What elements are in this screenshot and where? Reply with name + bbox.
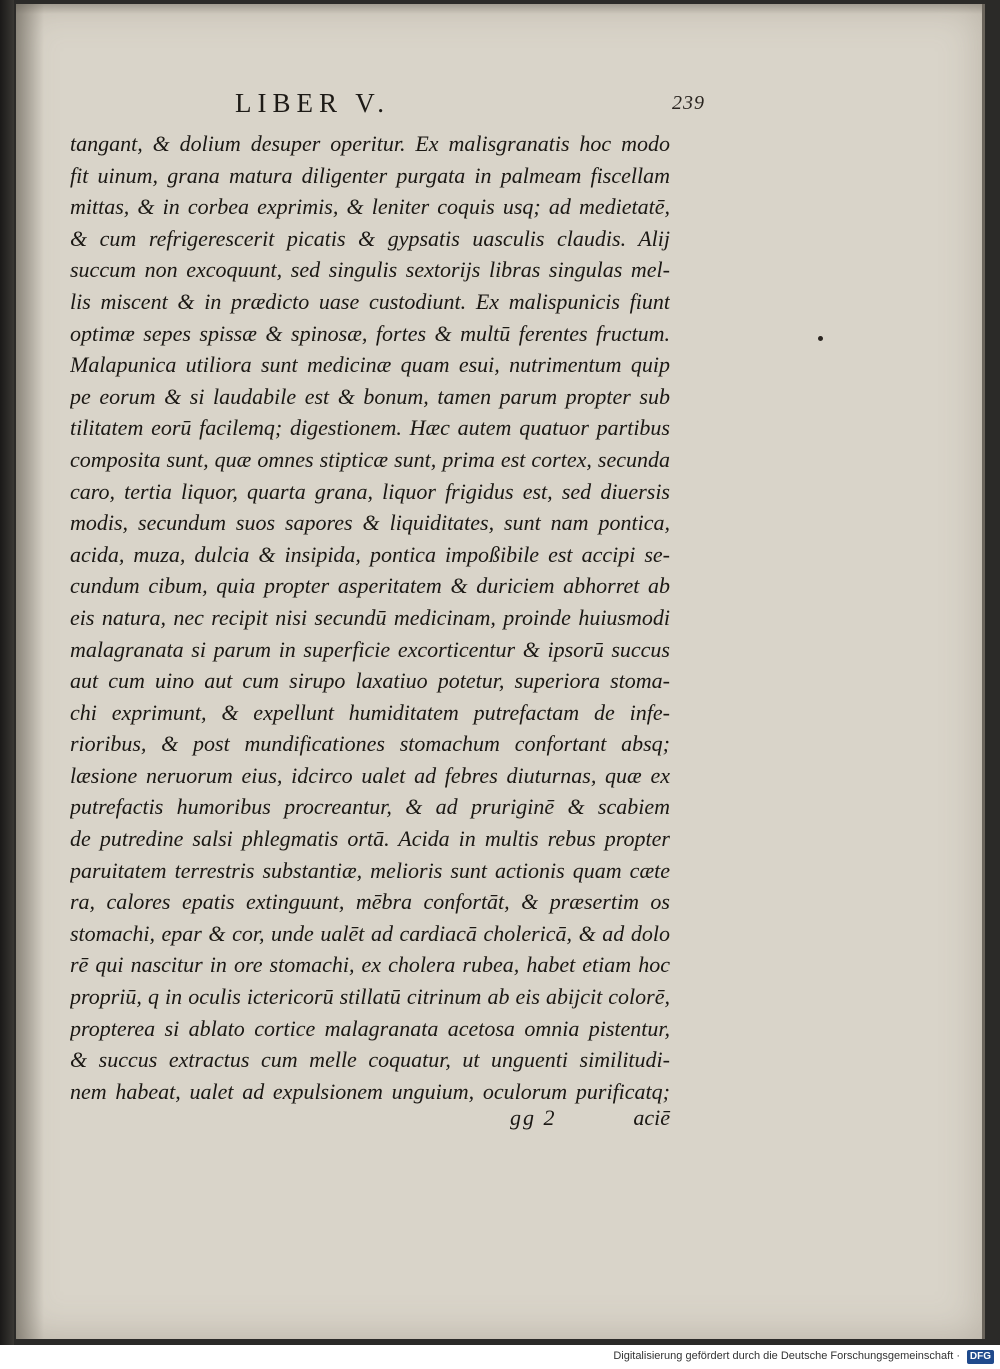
text-line: malagranata si parum in superficie excorticentur & ipsorū succus xyxy=(70,636,670,662)
text-line: Malapunica utiliora sunt medicinæ quam esui, nutrimentum quip xyxy=(70,352,670,378)
text-line: paruitatem terrestris substantiæ, melioris sunt actionis quam cæte xyxy=(70,857,670,883)
running-head: LIBER V. xyxy=(235,88,391,118)
text-line: tilitatem eorū facilemq; digestionem. Hæc autem quatuor partibus xyxy=(70,415,670,441)
text-line: ra, calores epatis extinguunt, mēbra confortāt, & præsertim os xyxy=(70,889,670,915)
funding-credit: Digitalisierung gefördert durch die Deutsche Forschungsgemeinschaft · xyxy=(613,1350,960,1362)
text-line: & cum refrigerescerit picatis & gypsatis uasculis claudis. Alij xyxy=(70,225,670,251)
gutter-shadow xyxy=(16,4,44,1339)
text-line: aut cum uino aut cum sirupo laxatiuo potetur, superiora stoma- xyxy=(70,668,670,694)
ink-spot xyxy=(818,336,823,341)
text-line: læsione neruorum eius, idcirco ualet ad febres diuturnas, quæ ex xyxy=(70,762,670,788)
text-line: rē qui nascitur in ore stomachi, ex cholera rubea, habet etiam hoc xyxy=(70,952,670,978)
text-line: pe eorum & si laudabile est & bonum, tamen parum propter sub xyxy=(70,383,670,409)
catchword: aciē xyxy=(633,1105,670,1130)
text-line: caro, tertia liquor, quarta grana, liquor frigidus est, sed diuersis xyxy=(70,478,670,504)
text-line: succum non excoquunt, sed singulis sextorijs libras singulas mel- xyxy=(70,257,670,283)
text-line: putrefactis humoribus procreantur, & ad pruriginē & scabiem xyxy=(70,794,670,820)
text-line: de putredine salsi phlegmatis ortā. Acida in multis rebus propter xyxy=(70,826,670,852)
text-line: propterea si ablato cortice malagranata acetosa omnia pistentur, xyxy=(70,1015,670,1041)
top-edge-shadow xyxy=(16,4,982,14)
text-line: fit uinum, grana matura diligenter purgata in palmeam fiscellam xyxy=(70,162,670,188)
text-line: & succus extractus cum melle coquatur, ut unguenti similitudi- xyxy=(70,1047,670,1073)
body-text xyxy=(70,128,670,1107)
folio-number: 239 xyxy=(672,92,705,114)
text-line: chi exprimunt, & expellunt humiditatem putrefactam de infe- xyxy=(70,699,670,725)
text-line: optimæ sepes spissæ & spinosæ, fortes & multū ferentes fructum. xyxy=(70,320,670,346)
text-line: modis, secundum suos sapores & liquiditates, sunt nam pontica, xyxy=(70,510,670,536)
text-line: propriū, q in oculis ictericorū stillatū citrinum ab eis abijcit colorē, xyxy=(70,984,670,1010)
text-line: eis natura, nec recipit nisi secundū medicinam, proinde huiusmodi xyxy=(70,604,670,630)
text-line: composita sunt, quæ omnes stipticæ sunt, prima est cortex, secunda xyxy=(70,446,670,472)
text-line: cundum cibum, quia propter asperitatem & duriciem abhorret ab xyxy=(70,573,670,599)
text-line: lis miscent & in prædicto uase custodiunt. Ex malispunicis fiunt xyxy=(70,288,670,314)
text-line: rioribus, & post mundificationes stomachum confortant absq; xyxy=(70,731,670,757)
text-line: tangant, & dolium desuper operitur. Ex malisgranatis hoc modo xyxy=(70,131,670,156)
page-header xyxy=(235,88,705,128)
scan-edge xyxy=(0,0,14,1345)
dfg-logo: DFG xyxy=(967,1350,994,1364)
footer-bar xyxy=(0,1345,1000,1369)
text-line: mittas, & in corbea exprimis, & leniter coquis usq; ad medietatē, xyxy=(70,194,670,220)
text-line: stomachi, epar & cor, unde ualēt ad cardiacā cholericā, & ad dolo xyxy=(70,920,670,946)
text-line: nem habeat, ualet ad expulsionem unguium, oculorum purificatq; xyxy=(70,1078,670,1104)
signature-line xyxy=(510,1105,670,1137)
text-line: acida, muza, dulcia & insipida, pontica impoßibile est accipi se- xyxy=(70,541,670,567)
signature-mark: gg 2 xyxy=(510,1105,557,1130)
